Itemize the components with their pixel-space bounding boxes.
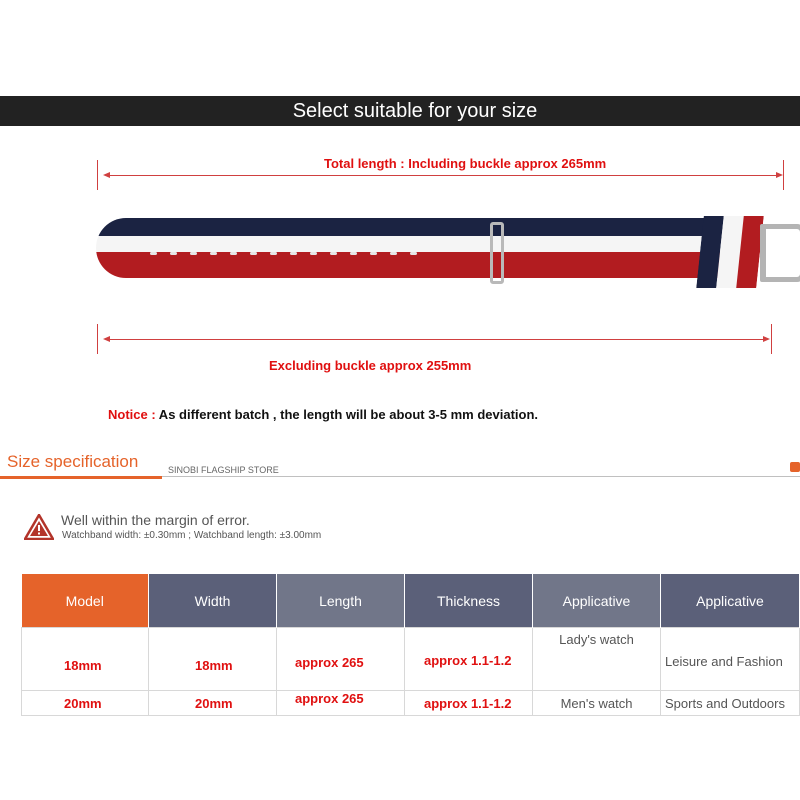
arrow-right-icon xyxy=(763,336,770,342)
cell-length: approx 265 xyxy=(277,691,405,716)
excluding-length-line xyxy=(106,339,763,340)
total-length-line xyxy=(106,175,776,176)
cell-applicative: Men's watch xyxy=(533,691,661,716)
buckle-icon xyxy=(760,224,800,282)
cell-thickness: approx 1.1-1.2 xyxy=(405,691,533,716)
cell-thickness: approx 1.1-1.2 xyxy=(405,628,533,691)
spec-divider xyxy=(162,476,800,477)
header-model: Model xyxy=(22,574,149,628)
cell-applicative-2: Leisure and Fashion xyxy=(661,628,800,691)
header-width: Width xyxy=(149,574,277,628)
size-spec-table xyxy=(21,574,800,716)
header-applicative: Applicative xyxy=(533,574,661,628)
strap-folded-end xyxy=(696,216,764,288)
warning-subtitle: Watchband width: ±0.30mm ; Watchband length: ±3.00mm xyxy=(62,530,322,541)
arrow-left-icon xyxy=(103,172,110,178)
table-row xyxy=(22,628,800,691)
header-applicative-2: Applicative xyxy=(661,574,800,628)
strap-image xyxy=(96,218,720,278)
notice-text xyxy=(108,407,538,422)
table-row xyxy=(22,691,800,716)
header-length: Length xyxy=(277,574,405,628)
total-length-right-tick xyxy=(783,160,784,190)
notice-label: Notice : xyxy=(108,407,156,422)
strap-keeper-ring xyxy=(490,222,504,284)
cell-applicative: Lady's watch xyxy=(533,628,661,691)
spec-underline xyxy=(0,476,162,479)
excluding-right-tick xyxy=(771,324,772,354)
cell-width: 20mm xyxy=(149,691,277,716)
total-length-label: Total length : Including buckle approx 265mm xyxy=(324,156,607,171)
play-icon xyxy=(790,462,800,472)
cell-model: 18mm xyxy=(22,628,149,691)
banner-title: Select suitable for your size xyxy=(292,100,538,122)
excluding-buckle-label: Excluding buckle approx 255mm xyxy=(269,358,472,373)
table-header-row xyxy=(22,574,800,628)
warning-triangle-icon xyxy=(24,514,54,545)
cell-applicative-2: Sports and Outdoors xyxy=(661,691,800,716)
cell-length: approx 265 xyxy=(277,628,405,691)
cell-width: 18mm xyxy=(149,628,277,691)
cell-model: 20mm xyxy=(22,691,149,716)
total-length-left-tick xyxy=(97,160,98,190)
arrow-left-icon xyxy=(103,336,110,342)
size-spec-title: Size specification xyxy=(7,452,139,471)
notice-body: As different batch , the length will be about 3-5 mm deviation. xyxy=(155,407,539,422)
excluding-left-tick xyxy=(97,324,98,354)
warning-title: Well within the margin of error. xyxy=(61,512,250,528)
store-name: SINOBI FLAGSHIP STORE xyxy=(168,465,279,475)
arrow-right-icon xyxy=(776,172,783,178)
header-thickness: Thickness xyxy=(405,574,533,628)
